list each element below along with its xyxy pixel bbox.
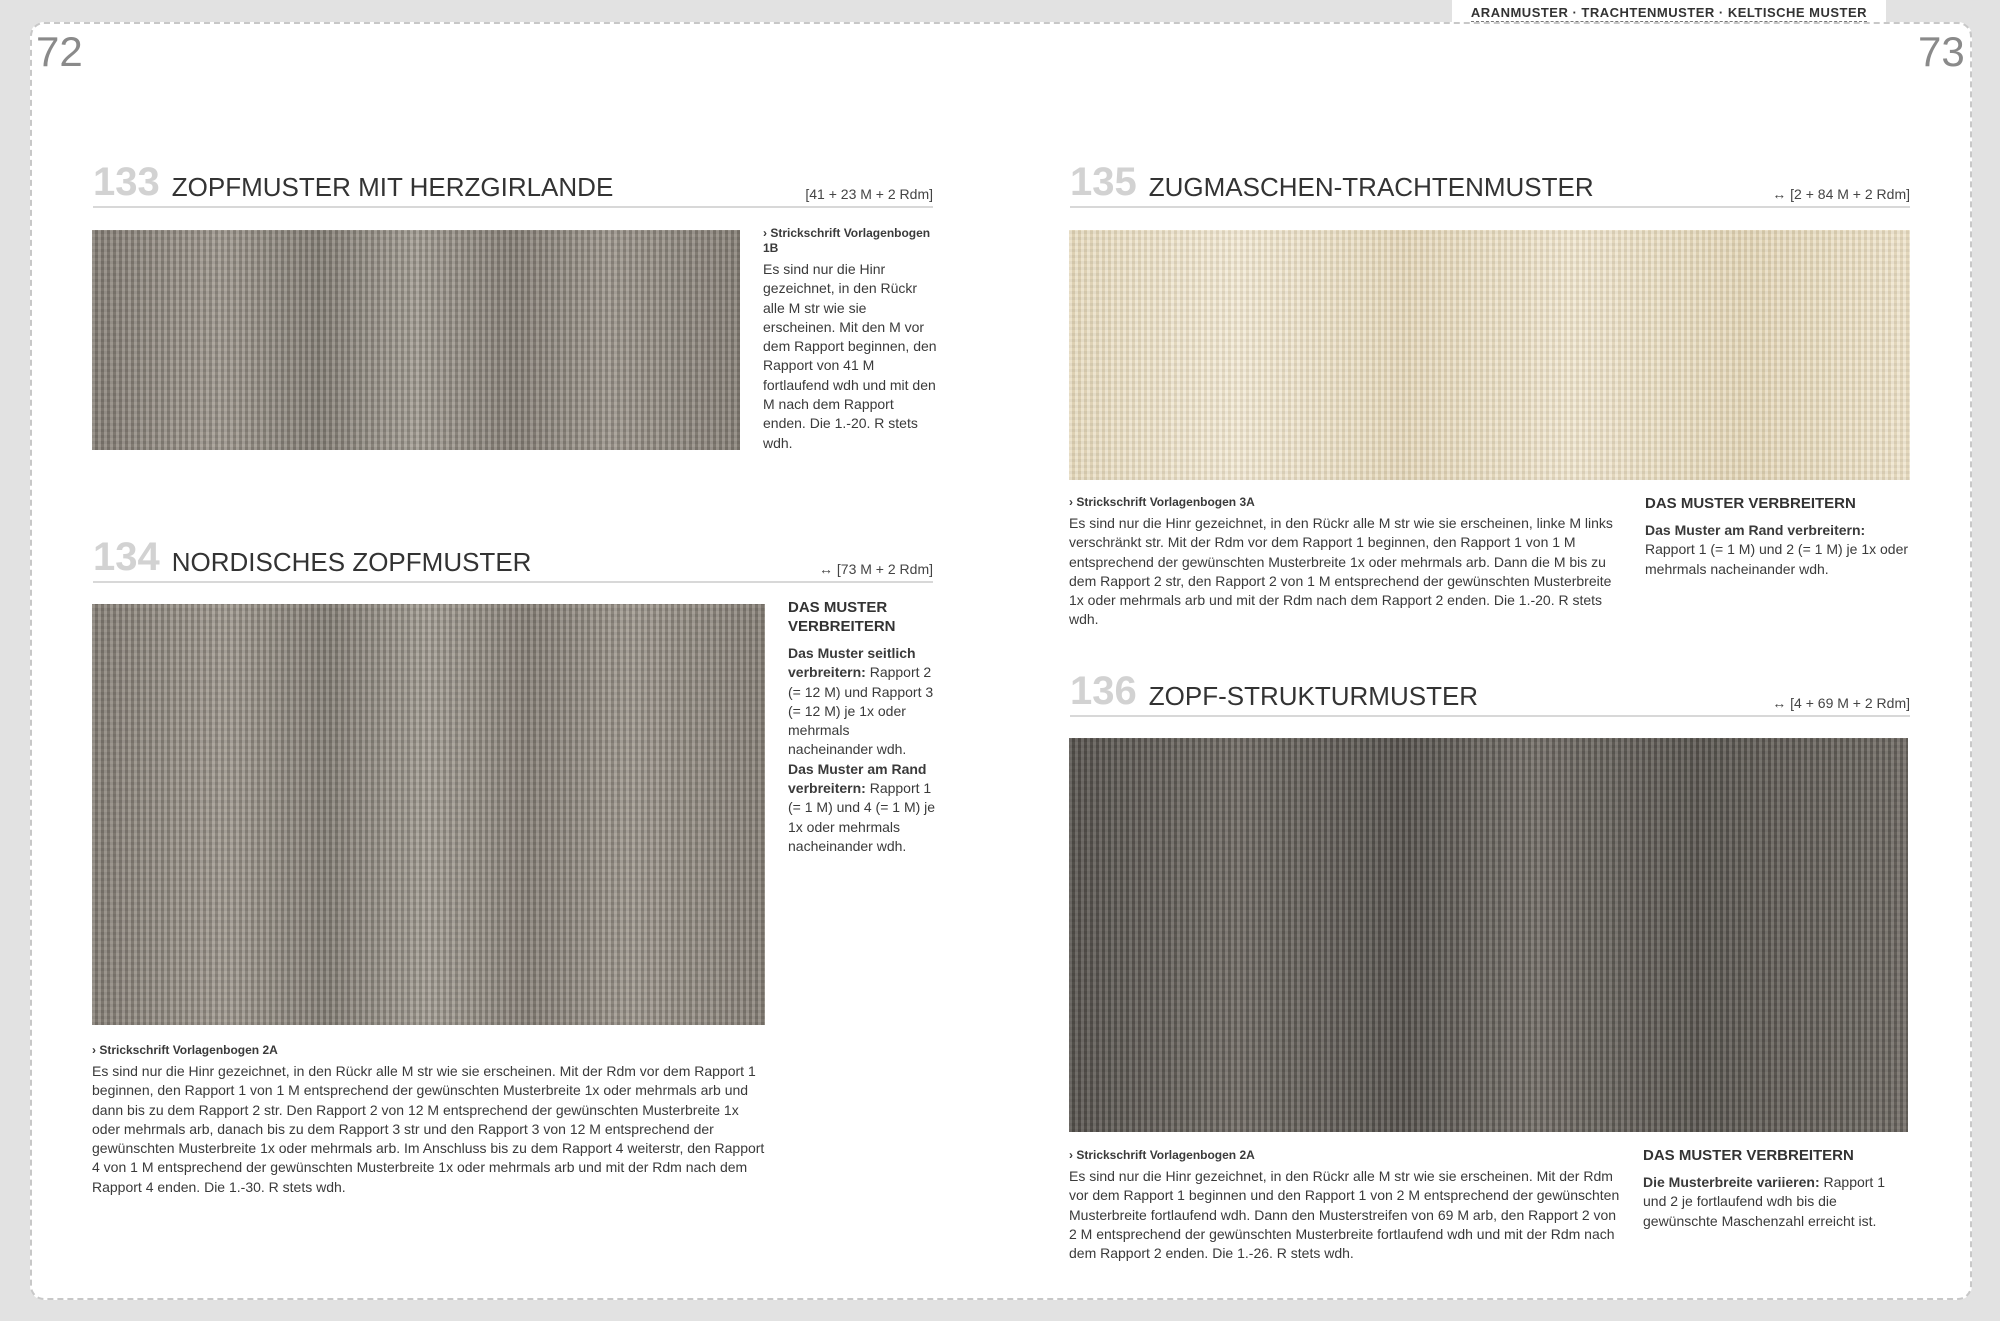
widen-label: Das Muster am Rand verbreitern: (1645, 522, 1866, 538)
chart-reference: › Strickschrift Vorlagenbogen 1B (763, 226, 931, 255)
pattern-dimension: ↔ [4 + 69 M + 2 Rdm] (1772, 695, 1910, 711)
pattern-133-photo (92, 230, 740, 450)
section-tab: ARANMUSTER · TRACHTENMUSTER · KELTISCHE MUSTER (1452, 0, 1886, 26)
pattern-134-widen (788, 598, 938, 856)
pattern-136-heading (1070, 669, 1910, 717)
pattern-title: ZUGMASCHEN-TRACHTENMUSTER (1148, 172, 1594, 203)
pattern-135-widen (1645, 494, 1910, 579)
chart-reference: › Strickschrift Vorlagenbogen 2A (1069, 1148, 1255, 1162)
chart-reference: › Strickschrift Vorlagenbogen 2A (92, 1043, 278, 1057)
pattern-title: ZOPF-STRUKTURMUSTER (1148, 681, 1479, 712)
description-text: Es sind nur die Hinr gezeichnet, in den Rückr alle M str wie sie erscheinen. Mit den M vor dem Rapport beginnen, den Rapport von 41 M fortlaufend wdh und mit den M nach dem Rapport enden. Die 1.-20. R stets wdh. (763, 261, 937, 451)
widen-text: Rapport 1 (= 1 M) und 2 (= 1 M) je 1x oder mehrmals nacheinander wdh. (1645, 541, 1909, 577)
chart-reference: › Strickschrift Vorlagenbogen 3A (1069, 495, 1255, 509)
widen-heading: DAS MUSTER VERBREITERN (1645, 495, 1856, 512)
widen-label: Das Muster am Rand verbreitern: (788, 760, 927, 797)
widen-text: Rapport 1 und 2 je fortlaufend wdh bis die gewünschte Maschenzahl erreicht ist. (1643, 1174, 1885, 1229)
widen-text: Rapport 1 (= 1 M) und 4 (= 1 M) je 1x oder mehrmals nacheinander wdh. (788, 780, 936, 854)
pattern-135-description (1069, 495, 1624, 630)
pattern-134-photo (92, 604, 765, 1025)
widen-heading: DAS MUSTER VERBREITERN (1643, 1147, 1854, 1164)
pattern-dimension: [41 + 23 M + 2 Rdm] (805, 186, 933, 202)
widen-text: Rapport 2 (= 12 M) und Rapport 3 (= 12 M) je 1x oder mehrmals nacheinander wdh. (788, 664, 934, 758)
pattern-135-photo (1069, 230, 1910, 480)
pattern-136-description (1069, 1148, 1624, 1263)
pattern-dimension: ↔ [73 M + 2 Rdm] (819, 561, 933, 577)
description-text: Es sind nur die Hinr gezeichnet, in den Rückr alle M str wie sie erscheinen. Mit der Rdm vor dem Rapport 1 beginnen, den Rapport 1 von 1 M entsprechend der gewünschten Musterbreite 1x oder mehrmals arb und dann bis zu dem Rapport 2 str. Den Rapport 2 von 12 M entsprechend der gewünschten Musterbreite 1x oder mehrmals arb, danach bis zu dem Rapport 3 str und den Rapport 3 von 12 M entsprechend der gewünschten Musterbreite 1x oder mehrmals arb. Im Anschluss bis zu dem Rapport 4 weiterstr, den Rapport 4 von 1 M entsprechend der gewünschten Musterbreite 1x oder mehrmals arb und mit der Rdm nach dem Rapport 4 enden. Die 1.-30. R stets wdh. (92, 1063, 765, 1195)
widen-heading: DAS MUSTER VERBREITERN (788, 599, 896, 635)
pattern-133-heading (93, 160, 933, 208)
pattern-136-photo (1069, 738, 1908, 1132)
pattern-title: ZOPFMUSTER MIT HERZGIRLANDE (171, 172, 614, 203)
widen-label: Das Muster seitlich verbreitern: (788, 645, 916, 681)
page-number-right: 73 (1918, 28, 1965, 75)
pattern-number: 135 (1070, 160, 1137, 204)
description-text: Es sind nur die Hinr gezeichnet, in den Rückr alle M str wie sie erscheinen, linke M links verschränkt str. Mit der Rdm vor dem Rapport 1 beginnen, den Rapport 1 von 1 M entsprechend der gewünschten Musterbreite 1x oder mehrmals arb. Dann die M bis zu dem Rapport 2 str, den Rapport 2 von 1 M entsprechend der gewünschten Musterbreite 1x oder mehrmals arb und mit der Rdm nach dem Rapport 2 enden. Die 1.-20. R stets wdh. (1069, 515, 1613, 628)
page-number-left: 72 (36, 28, 83, 75)
pattern-number: 134 (93, 535, 160, 579)
pattern-133-description (763, 226, 938, 453)
pattern-136-widen (1643, 1146, 1908, 1231)
pattern-number: 133 (93, 160, 160, 204)
pattern-title: NORDISCHES ZOPFMUSTER (171, 547, 532, 578)
pattern-134-description (92, 1043, 767, 1197)
description-text: Es sind nur die Hinr gezeichnet, in den Rückr alle M str wie sie erscheinen. Mit der Rdm vor dem Rapport 1 beginnen und den Rapport 1 von 2 M entsprechend der gewünschten Musterbreite fortlaufend wdh. Dann den Musterstreifen von 69 M arb, den Rapport 2 von 2 M entsprechend der gewünschten Musterbreite fortlaufend wdh und mit der Rdm nach dem Rapport 2 enden. Die 1.-26. R stets wdh. (1069, 1168, 1620, 1262)
pattern-dimension: ↔ [2 + 84 M + 2 Rdm] (1772, 186, 1910, 202)
pattern-135-heading (1070, 160, 1910, 208)
widen-label: Die Musterbreite variieren: (1643, 1174, 1820, 1190)
pattern-134-heading (93, 535, 933, 583)
pattern-number: 136 (1070, 669, 1137, 713)
